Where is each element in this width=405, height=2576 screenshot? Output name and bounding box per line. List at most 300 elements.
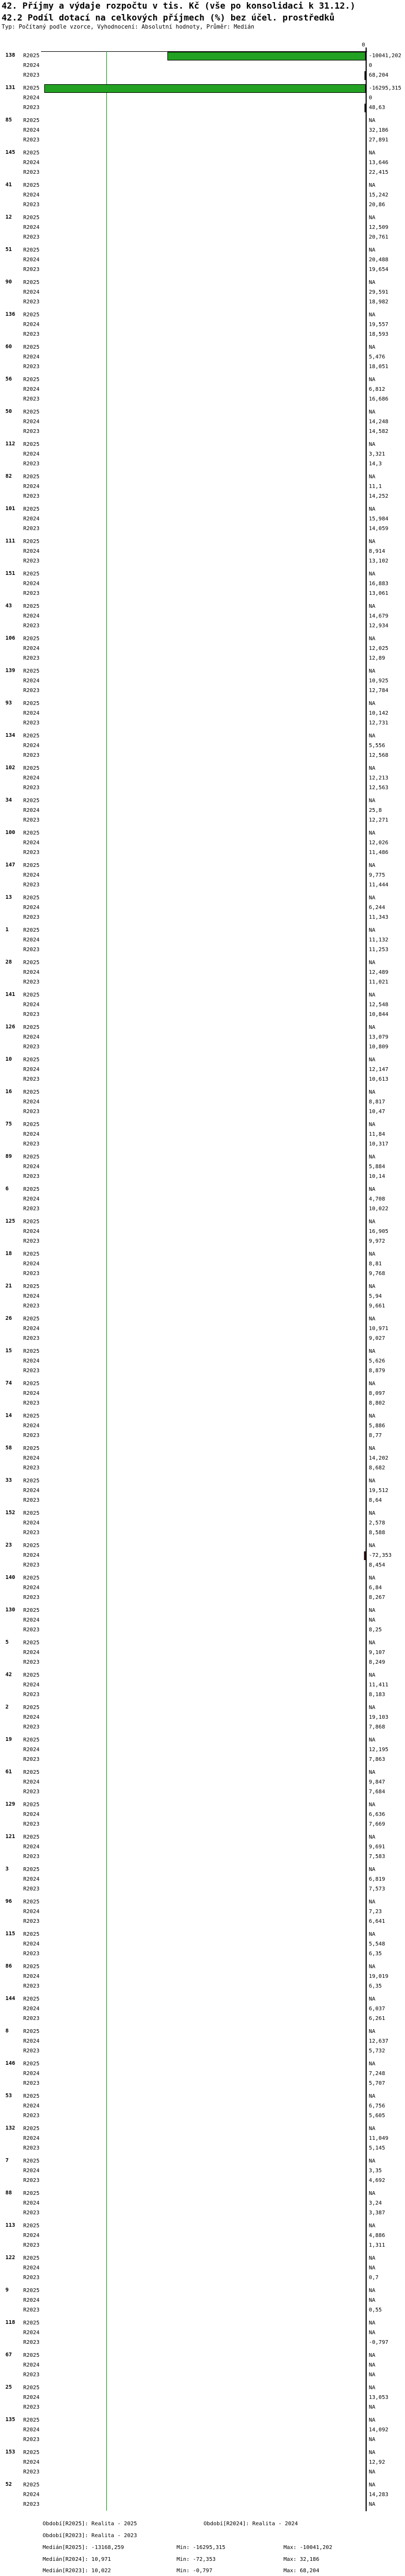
year-label: R2024 [23, 257, 40, 263]
group-id-label: 112 [5, 441, 16, 447]
group-id-label: 106 [5, 635, 16, 641]
value-label: NA [369, 2482, 376, 2488]
value-label: NA [369, 636, 376, 642]
footer-stat-label: Min: -0,797 [177, 2568, 213, 2574]
value-label: 10,809 [369, 1044, 389, 1050]
value-bar-r2023 [364, 71, 366, 80]
value-label: NA [369, 182, 376, 188]
value-label: NA [369, 1899, 376, 1905]
year-label: R2025 [23, 1510, 40, 1516]
year-label: R2023 [23, 2340, 40, 2345]
group-id-label: 145 [5, 150, 16, 155]
group-id-label: 23 [5, 1542, 12, 1548]
value-label: NA [369, 830, 376, 836]
year-label: R2024 [23, 2459, 40, 2465]
group-id-label: 141 [5, 992, 16, 998]
year-label: R2025 [23, 85, 40, 91]
value-label: 11,486 [369, 850, 389, 856]
year-label: R2023 [23, 1530, 40, 1536]
year-label: R2025 [23, 1251, 40, 1257]
year-label: R2025 [23, 247, 40, 253]
year-label: R2023 [23, 591, 40, 596]
year-label: R2023 [23, 331, 40, 337]
year-label: R2024 [23, 2233, 40, 2239]
value-label: 2,578 [369, 1520, 386, 1526]
year-label: R2023 [23, 364, 40, 370]
value-label: NA [369, 668, 376, 674]
value-label: 13,061 [369, 591, 389, 596]
year-label: R2023 [23, 1368, 40, 1374]
year-label: R2023 [23, 1109, 40, 1115]
year-label: R2024 [23, 743, 40, 749]
value-label: 20,86 [369, 202, 386, 208]
year-label: R2024 [23, 516, 40, 522]
year-label: R2024 [23, 387, 40, 392]
group-id-label: 138 [5, 52, 16, 58]
year-label: R2025 [23, 442, 40, 448]
group-id-label: 7 [5, 2158, 9, 2164]
group-id-label: 139 [5, 668, 16, 674]
footer-stat-label: Min: -16295,315 [177, 2545, 226, 2551]
value-label: 5,732 [369, 2048, 386, 2054]
value-label: 25,8 [369, 808, 382, 814]
value-label: 13,102 [369, 558, 389, 564]
value-label: 5,548 [369, 1941, 386, 1947]
year-label: R2023 [23, 882, 40, 888]
group-id-label: 135 [5, 2417, 16, 2423]
value-label: -10041,202 [369, 53, 402, 59]
group-id-label: 90 [5, 279, 12, 285]
value-label: NA [369, 1348, 376, 1354]
value-label: NA [369, 1251, 376, 1257]
page-title: 42. Příjmy a výdaje rozpočtu v tis. Kč (vše po konsolidaci k 31.12.) [2, 1, 356, 11]
value-label: 15,984 [369, 516, 389, 522]
value-label: 3,24 [369, 2200, 382, 2206]
value-label: 5,476 [369, 354, 386, 360]
year-label: R2023 [23, 299, 40, 305]
value-label: 7,248 [369, 2071, 386, 2077]
year-label: R2023 [23, 105, 40, 111]
value-label: 8,817 [369, 1099, 386, 1105]
value-label: 20,488 [369, 257, 389, 263]
value-label: 12,934 [369, 623, 389, 629]
year-label: R2023 [23, 2178, 40, 2184]
year-label: R2023 [23, 1206, 40, 1212]
year-label: R2024 [23, 808, 40, 814]
year-label: R2023 [23, 493, 40, 499]
year-label: R2023 [23, 72, 40, 78]
value-label: 18,593 [369, 331, 389, 337]
year-label: R2025 [23, 992, 40, 998]
value-label: 11,049 [369, 2136, 389, 2141]
value-label: 14,059 [369, 526, 389, 532]
group-id-label: 122 [5, 2255, 16, 2261]
year-label: R2024 [23, 840, 40, 846]
group-id-label: 115 [5, 1931, 16, 1937]
value-label: 14,202 [369, 1455, 389, 1461]
value-label: 11,444 [369, 882, 389, 888]
value-label: NA [369, 1446, 376, 1452]
group-id-label: 152 [5, 1510, 16, 1516]
year-label: R2025 [23, 2223, 40, 2229]
year-label: R2025 [23, 312, 40, 318]
value-label: 12,271 [369, 817, 389, 823]
year-label: R2024 [23, 289, 40, 295]
group-id-label: 140 [5, 1575, 16, 1581]
year-label: R2023 [23, 1238, 40, 1244]
value-label: 10,844 [369, 1012, 389, 1018]
value-label: NA [369, 280, 376, 286]
value-label: 14,092 [369, 2427, 389, 2433]
year-label: R2023 [23, 2145, 40, 2151]
year-label: R2025 [23, 2061, 40, 2067]
group-id-label: 136 [5, 311, 16, 317]
group-id-label: 58 [5, 1445, 12, 1451]
year-label: R2024 [23, 225, 40, 231]
group-id-label: 18 [5, 1251, 12, 1257]
value-label: 11,411 [369, 1682, 389, 1688]
group-id-label: 2 [5, 1704, 9, 1710]
value-label: 5,605 [369, 2113, 386, 2119]
year-label: R2023 [23, 720, 40, 726]
year-label: R2025 [23, 53, 40, 59]
year-label: R2023 [23, 396, 40, 402]
year-label: R2024 [23, 1585, 40, 1591]
value-label: 12,489 [369, 970, 389, 975]
year-label: R2023 [23, 1336, 40, 1341]
group-id-label: 74 [5, 1380, 12, 1386]
value-label: 6,261 [369, 2016, 386, 2022]
year-label: R2024 [23, 95, 40, 101]
year-label: R2025 [23, 636, 40, 642]
value-label: NA [369, 1025, 376, 1031]
year-label: R2023 [23, 1595, 40, 1601]
value-label: 7,669 [369, 1821, 386, 1827]
value-label: NA [369, 1608, 376, 1614]
year-label: R2023 [23, 2242, 40, 2248]
group-id-label: 16 [5, 1089, 12, 1095]
year-label: R2023 [23, 1012, 40, 1018]
year-label: R2024 [23, 1650, 40, 1656]
group-id-label: 61 [5, 1769, 12, 1775]
year-label: R2024 [23, 1261, 40, 1267]
year-label: R2025 [23, 668, 40, 674]
year-label: R2025 [23, 1640, 40, 1646]
year-label: R2025 [23, 1413, 40, 1419]
value-label: NA [369, 960, 376, 966]
year-label: R2025 [23, 927, 40, 933]
value-label: 9,847 [369, 1779, 386, 1785]
value-label: NA [369, 1187, 376, 1192]
value-label: NA [369, 798, 376, 804]
year-label: R2025 [23, 182, 40, 188]
year-label: R2023 [23, 2080, 40, 2086]
year-label: R2023 [23, 267, 40, 273]
year-label: R2025 [23, 2029, 40, 2035]
value-label: 14,283 [369, 2492, 389, 2498]
value-label: NA [369, 1705, 376, 1711]
year-label: R2023 [23, 2016, 40, 2022]
group-id-label: 41 [5, 182, 12, 188]
value-label: NA [369, 2191, 376, 2197]
group-id-label: 75 [5, 1121, 12, 1127]
year-label: R2025 [23, 1543, 40, 1549]
value-label: -0,797 [369, 2340, 389, 2345]
year-label: R2023 [23, 914, 40, 920]
value-label: NA [369, 2126, 376, 2132]
value-label: 10,317 [369, 1141, 389, 1147]
year-label: R2024 [23, 451, 40, 457]
year-label: R2023 [23, 1271, 40, 1277]
year-label: R2025 [23, 539, 40, 545]
value-label: 18,982 [369, 299, 389, 305]
year-label: R2023 [23, 1659, 40, 1665]
value-label: 19,557 [369, 322, 389, 328]
value-bar-r2025 [44, 84, 366, 93]
year-label: R2023 [23, 461, 40, 467]
year-label: R2025 [23, 1964, 40, 1970]
year-label: R2025 [23, 1122, 40, 1128]
value-label: 6,037 [369, 2006, 386, 2012]
value-label: 3,321 [369, 451, 386, 457]
value-label: 9,107 [369, 1650, 386, 1656]
year-label: R2024 [23, 1682, 40, 1688]
year-label: R2023 [23, 1724, 40, 1730]
year-label: R2025 [23, 1057, 40, 1063]
value-label: NA [369, 409, 376, 415]
value-label: NA [369, 1284, 376, 1290]
group-id-label: 121 [5, 1834, 16, 1840]
year-label: R2025 [23, 1867, 40, 1873]
value-label: 10,14 [369, 1174, 386, 1179]
year-label: R2023 [23, 2275, 40, 2281]
year-label: R2023 [23, 947, 40, 953]
year-label: R2023 [23, 979, 40, 985]
group-id-label: 89 [5, 1154, 12, 1160]
year-label: R2024 [23, 1553, 40, 1558]
value-label: 7,868 [369, 1724, 386, 1730]
value-label: NA [369, 992, 376, 998]
value-label: 6,756 [369, 2103, 386, 2109]
year-label: R2023 [23, 1400, 40, 1406]
year-label: R2023 [23, 2502, 40, 2507]
group-id-label: 134 [5, 733, 16, 738]
value-label: NA [369, 1964, 376, 1970]
value-label: NA [369, 1316, 376, 1322]
year-label: R2024 [23, 2103, 40, 2109]
year-label: R2023 [23, 558, 40, 564]
value-label: NA [369, 2450, 376, 2456]
year-label: R2024 [23, 1812, 40, 1818]
footer-stat-label: Období[R2025]: Realita - 2025 [43, 2521, 137, 2527]
value-label: 19,512 [369, 1488, 389, 1494]
value-label: 0 [369, 95, 373, 101]
footer-stat-label: Medián[R2025]: -13168,259 [43, 2545, 124, 2551]
year-label: R2024 [23, 1941, 40, 1947]
value-label: NA [369, 1543, 376, 1549]
group-id-label: 82 [5, 473, 12, 479]
year-label: R2023 [23, 2372, 40, 2378]
value-label: 14,3 [369, 461, 382, 467]
year-label: R2023 [23, 2437, 40, 2443]
value-label: 14,679 [369, 613, 389, 619]
value-label: 8,249 [369, 1659, 386, 1665]
group-id-label: 67 [5, 2352, 12, 2358]
year-label: R2024 [23, 1034, 40, 1040]
value-label: 0,7 [369, 2275, 379, 2281]
value-label: 22,415 [369, 170, 389, 175]
value-label: 5,886 [369, 1423, 386, 1429]
value-label: NA [369, 474, 376, 480]
value-label: -16295,315 [369, 85, 402, 91]
group-id-label: 52 [5, 2482, 12, 2487]
value-bar-r2025 [167, 52, 366, 60]
year-label: R2025 [23, 1446, 40, 1452]
value-label: 11,343 [369, 914, 389, 920]
year-label: R2024 [23, 2168, 40, 2174]
year-label: R2024 [23, 646, 40, 652]
value-label: 8,64 [369, 1497, 382, 1503]
value-label: 0 [369, 63, 373, 69]
year-label: R2023 [23, 1433, 40, 1439]
axis-zero-tick-label: 0 [362, 42, 366, 48]
group-id-label: 126 [5, 1024, 16, 1030]
value-label: 10,022 [369, 1206, 389, 1212]
value-label: 0,55 [369, 2307, 382, 2313]
value-label: NA [369, 1931, 376, 1937]
year-label: R2025 [23, 1381, 40, 1387]
value-label: NA [369, 1219, 376, 1225]
year-label: R2025 [23, 474, 40, 480]
value-label: NA [369, 150, 376, 156]
group-id-label: 88 [5, 2190, 12, 2196]
value-label: 6,641 [369, 1919, 386, 1924]
group-id-label: 14 [5, 1413, 12, 1419]
year-label: R2025 [23, 895, 40, 901]
group-id-label: 9 [5, 2287, 9, 2293]
value-label: NA [369, 2029, 376, 2035]
year-label: R2023 [23, 785, 40, 791]
year-label: R2025 [23, 1316, 40, 1322]
value-label: 9,661 [369, 1303, 386, 1309]
value-label: 27,891 [369, 137, 389, 143]
value-label: 20,761 [369, 234, 389, 240]
year-label: R2025 [23, 2158, 40, 2164]
value-label: 12,509 [369, 225, 389, 231]
group-id-label: 102 [5, 765, 16, 771]
year-label: R2023 [23, 1562, 40, 1568]
year-label: R2025 [23, 2126, 40, 2132]
year-label: R2024 [23, 1196, 40, 1202]
year-label: R2025 [23, 215, 40, 221]
year-label: R2024 [23, 1520, 40, 1526]
value-label: 7,863 [369, 1757, 386, 1762]
year-label: R2025 [23, 1089, 40, 1095]
value-label: 3,35 [369, 2168, 382, 2174]
value-label: 8,25 [369, 1627, 382, 1633]
value-label: NA [369, 312, 376, 318]
footer-stat-label: Medián[R2023]: 10,022 [43, 2568, 111, 2574]
group-id-label: 111 [5, 538, 16, 544]
group-id-label: 93 [5, 700, 12, 706]
year-label: R2023 [23, 202, 40, 208]
value-label: NA [369, 2417, 376, 2423]
value-label: 68,204 [369, 72, 389, 78]
value-label: NA [369, 1672, 376, 1678]
year-label: R2025 [23, 377, 40, 383]
value-label: 6,812 [369, 387, 386, 392]
value-label: NA [369, 2320, 376, 2326]
value-label: 12,025 [369, 646, 389, 652]
group-id-label: 13 [5, 894, 12, 900]
value-label: 12,026 [369, 840, 389, 846]
group-id-label: 5 [5, 1639, 9, 1645]
year-label: R2023 [23, 526, 40, 532]
year-label: R2024 [23, 2006, 40, 2012]
year-label: R2025 [23, 150, 40, 156]
year-label: R2025 [23, 604, 40, 609]
year-label: R2024 [23, 1488, 40, 1494]
value-label: 12,213 [369, 775, 389, 781]
page-subtitle: 42.2 Podíl dotací na celkových příjmech (%) bez účel. prostředků [2, 12, 335, 23]
year-label: R2023 [23, 1044, 40, 1050]
value-label: 14,252 [369, 493, 389, 499]
value-label: 12,92 [369, 2459, 386, 2465]
group-id-label: 33 [5, 1477, 12, 1483]
year-label: R2025 [23, 1025, 40, 1031]
value-label: 19,654 [369, 267, 389, 273]
value-label: 9,775 [369, 872, 386, 878]
year-label: R2024 [23, 1876, 40, 1882]
value-label: NA [369, 1478, 376, 1484]
year-label: R2025 [23, 701, 40, 707]
value-label: NA [369, 1575, 376, 1581]
year-label: R2025 [23, 1834, 40, 1840]
year-label: R2025 [23, 506, 40, 512]
value-label: NA [369, 2288, 376, 2294]
year-label: R2024 [23, 484, 40, 490]
value-label: NA [369, 2061, 376, 2067]
value-bar-r2024 [364, 1551, 366, 1560]
year-label: R2025 [23, 1770, 40, 1775]
value-label: -72,353 [369, 1553, 392, 1558]
group-id-label: 10 [5, 1056, 12, 1062]
value-label: 19,103 [369, 1714, 389, 1720]
group-id-label: 28 [5, 959, 12, 965]
year-label: R2025 [23, 1899, 40, 1905]
median-line [106, 51, 107, 2511]
value-label: NA [369, 2372, 376, 2378]
value-label: 10,971 [369, 1326, 389, 1332]
value-label: NA [369, 863, 376, 869]
footer-stat-label: Min: -72,353 [177, 2557, 216, 2563]
group-id-label: 25 [5, 2384, 12, 2390]
year-label: R2023 [23, 1983, 40, 1989]
value-label: NA [369, 1867, 376, 1873]
value-label: 11,1 [369, 484, 382, 490]
value-label: NA [369, 895, 376, 901]
year-label: R2024 [23, 1002, 40, 1008]
footer-stat-label: Období[R2023]: Realita - 2023 [43, 2533, 137, 2539]
value-label: 10,47 [369, 1109, 386, 1115]
group-id-label: 146 [5, 2060, 16, 2066]
value-label: 5,707 [369, 2080, 386, 2086]
year-label: R2025 [23, 1737, 40, 1743]
year-label: R2023 [23, 1627, 40, 1633]
group-id-label: 1 [5, 927, 9, 933]
year-label: R2024 [23, 1974, 40, 1980]
year-label: R2023 [23, 2048, 40, 2054]
